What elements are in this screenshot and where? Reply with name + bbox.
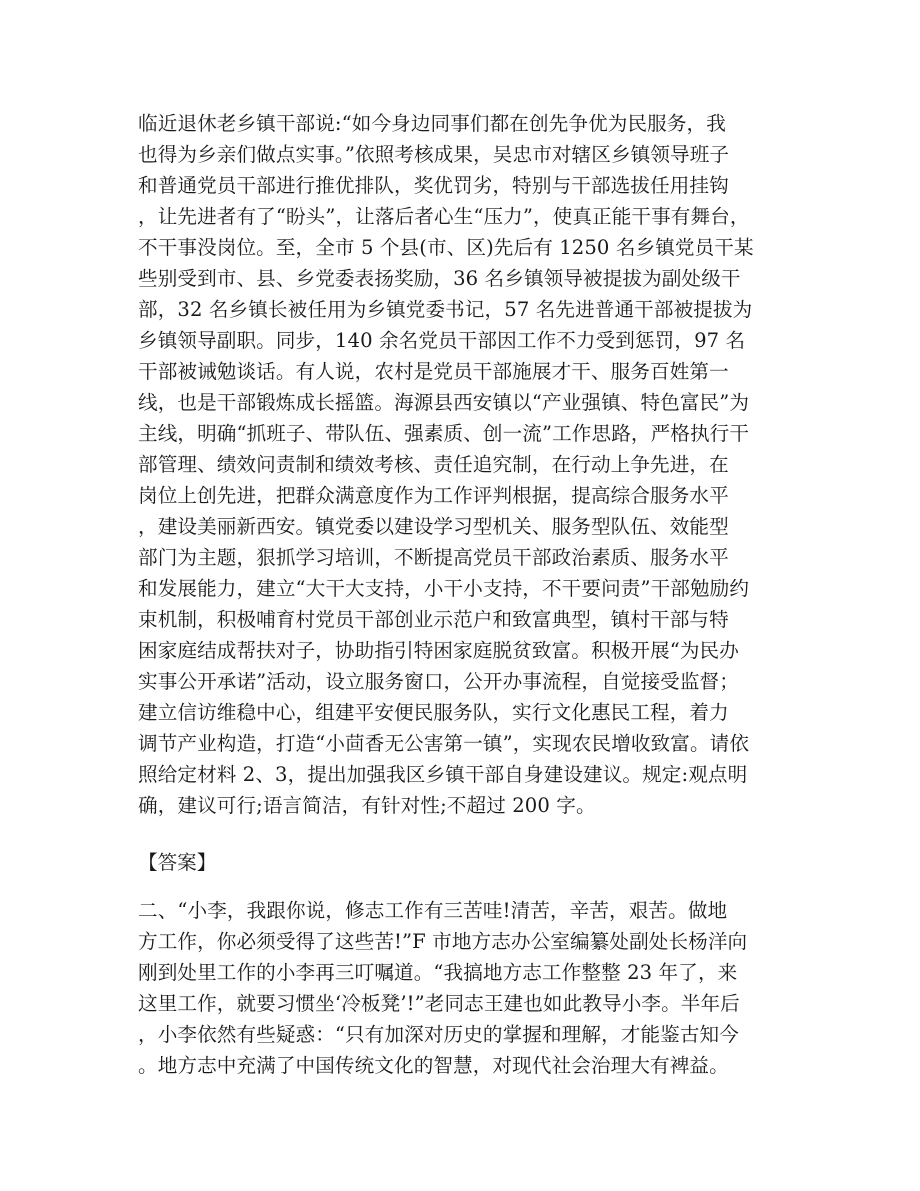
text-line: 部，32 名乡镇长被任用为乡镇党委书记，57 名先进普通干部被提拔为	[138, 298, 753, 321]
text-line: 这里工作，就要习惯坐‘冷板凳’!”老同志王建也如此教导小李。半年后	[138, 992, 740, 1015]
text-line: 刚到处里工作的小李再三叮嘱道。“我搞地方志工作整整 23 年了，来	[138, 961, 738, 984]
text-line: 些别受到市、县、乡党委表扬奖励，36 名乡镇领导被提拔为副处级干	[138, 267, 741, 290]
text-line: 也得为乡亲们做点实事。”依照考核成果，吴忠市对辖区乡镇领导班子	[138, 143, 730, 166]
text-line: 临近退休老乡镇干部说:“如今身边同事们都在创先争优为民服务，我	[138, 112, 726, 135]
text-line: 不干事没岗位。至，全市 5 个县(市、区)先后有 1250 名乡镇党员干某	[138, 236, 754, 259]
text-line: 和发展能力，建立“大干大支持，小干小支持，不干要问责”干部勉励约	[138, 577, 750, 600]
text-line: 和普通党员干部进行推优排队，奖优罚劣，特别与干部选拔任用挂钩	[138, 174, 729, 197]
text-line: 调节产业构造，打造“小茴香无公害第一镇”，实现农民增收致富。请依	[138, 732, 750, 755]
text-line: 确，建议可行;语言简洁，有针对性;不超过 200 字。	[138, 794, 596, 817]
text-line: 方工作，你必须受得了这些苦!”F 市地方志办公室编纂处副处长杨洋向	[138, 930, 748, 953]
text-line: ，小李依然有些疑惑：“只有加深对历史的掌握和理解，才能鉴古知今	[138, 1023, 739, 1046]
answer-heading: 【答案】	[138, 851, 217, 874]
question-paragraph	[138, 108, 788, 821]
text-line: 干部被诫勉谈话。有人说，农村是党员干部施展才干、服务百姓第一	[138, 360, 729, 383]
text-line: ，建设美丽新西安。镇党委以建设学习型机关、服务型队伍、效能型	[138, 515, 729, 538]
text-line: ，让先进者有了“盼头”，让落后者心生“压力”，使真正能干事有舞台，	[138, 205, 750, 228]
text-line: 部管理、绩效问责制和绩效考核、责任追究制，在行动上争先进，在	[138, 453, 729, 476]
text-line: 线，也是干部锻炼成长摇篮。海源县西安镇以“产业强镇、特色富民”为	[138, 391, 750, 414]
text-line: 岗位上创先进，把群众满意度作为工作评判根据，提高综合服务水平	[138, 484, 729, 507]
text-line: 建立信访维稳中心，组建平安便民服务队，实行文化惠民工程，着力	[138, 701, 729, 724]
text-line: 实事公开承诺”活动，设立服务窗口，公开办事流程，自觉接受监督；	[138, 670, 739, 693]
answer-paragraph	[138, 895, 788, 1081]
text-line: 照给定材料 2、3，提出加强我区乡镇干部自身建设建议。规定:观点明	[138, 763, 748, 786]
text-line: 束机制，积极哺育村党员干部创业示范户和致富典型，镇村干部与特	[138, 608, 729, 631]
text-line: 乡镇领导副职。同步，140 余名党员干部因工作不力受到惩罚，97 名	[138, 329, 746, 352]
text-line: 困家庭结成帮扶对子，协助指引特困家庭脱贫致富。积极开展“为民办	[138, 639, 739, 662]
text-line: 主线，明确“抓班子、带队伍、强素质、创一流”工作思路，严格执行干	[138, 422, 750, 445]
text-line: 二、“小李，我跟你说，修志工作有三苦哇!清苦，辛苦，艰苦。做地	[138, 899, 728, 922]
text-line: 。地方志中充满了中国传统文化的智慧，对现代社会治理大有裨益。	[138, 1054, 729, 1077]
text-line: 部门为主题，狠抓学习培训，不断提高党员干部政治素质、服务水平	[138, 546, 729, 569]
